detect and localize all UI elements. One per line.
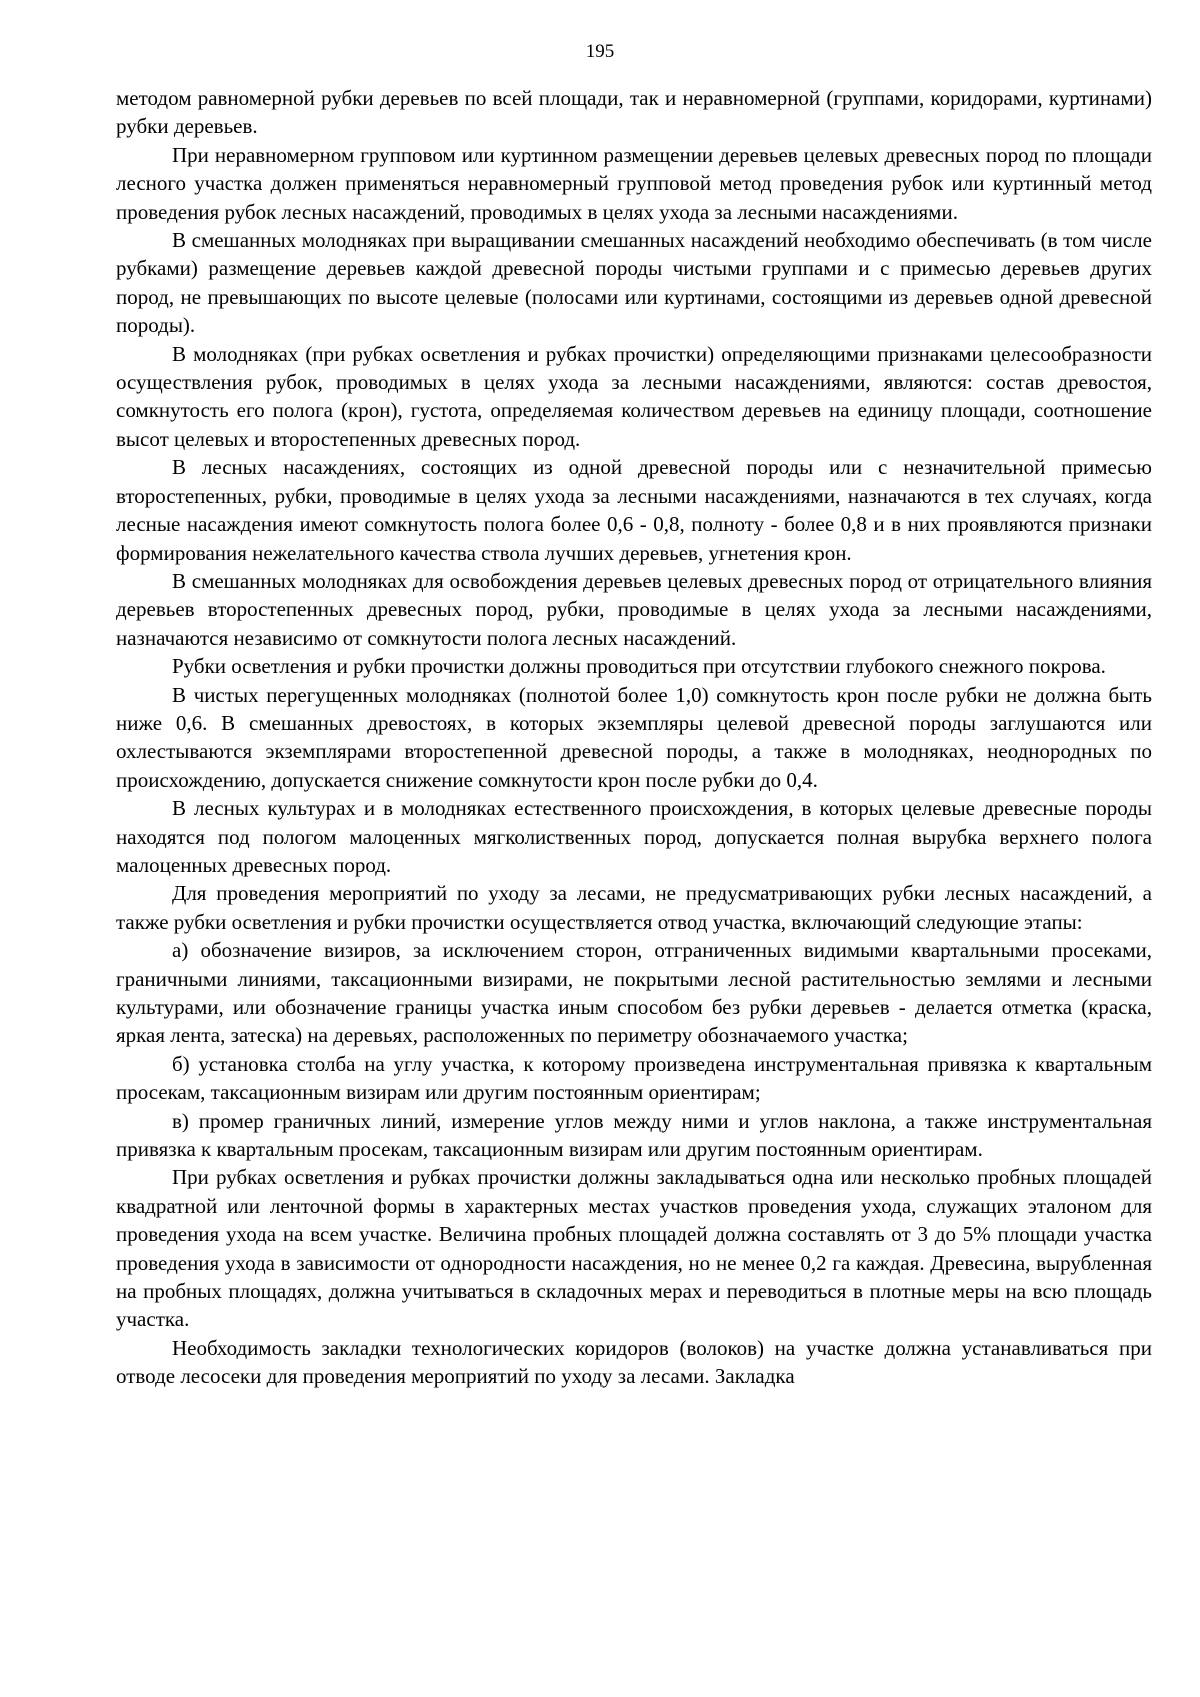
paragraph-mixed-young-stands: В смешанных молодняках при выращивании смешанных насаждений необходимо обеспечивать (в том числе рубками) размещение деревьев каждой древесной породы чистыми группами и с примесью деревьев других пород, не превышающих по высоте целевые (полосами или куртинами, состоящими из деревьев одной древесной породы). [116, 228, 1152, 338]
paragraph-upper-canopy-removal: В лесных культурах и в молодняках естественного происхождения, в которых целевые древесные породы находятся под пологом малоценных мягколиственных пород, допускается полная вырубка верхнего полога малоценных древесных пород. [116, 796, 1152, 877]
paragraph-skid-trails: Необходимость закладки технологических коридоров (волоков) на участке должна устанавливаться при отводе лесосеки для проведения мероприятий по уходу за лесами. Закладка [116, 1335, 1152, 1389]
paragraph-group-felling-method: При неравномерном групповом или куртинном размещении деревьев целевых древесных пород по площади лесного участка должен применяться неравномерный групповой метод проведения рубок или куртинный метод проведения рубок лесных насаждений, проводимых в целях ухода за лесными насаждениями. [116, 142, 1152, 224]
list-item-b: б) установка столба на углу участка, к которому произведена инструментальная привязка к квартальным просекам, таксационным визирам или другим постоянным ориентирам; [116, 1051, 1152, 1105]
document-body [116, 84, 1152, 1391]
list-item-a: а) обозначение визиров, за исключением сторон, отграниченных видимыми квартальными просеками, граничными линиями, таксационными визирами, не покрытыми лесной растительностью землями и лесными культурами, или обозначение границы участка иным способом без рубки деревьев - делается отметка (краска, яркая лента, затеска) на деревьях, расположенных по периметру обозначаемого участка; [116, 938, 1152, 1048]
paragraph-single-species-stands: В лесных насаждениях, состоящих из одной древесной породы или с незначительной примесью второстепенных, рубки, проводимые в целях ухода за лесными насаждениями, назначаются в тех случаях, когда лесные насаждения имеют сомкнутость полога более 0,6 - 0,8, полноту - более 0,8 и в них проявляются признаки формирования нежелательного качества ствола лучших деревьев, угнетения крон. [116, 455, 1152, 565]
paragraph-continuation: методом равномерной рубки деревьев по всей площади, так и неравномерной (группами, коридорами, куртинами) рубки деревьев. [116, 86, 1152, 139]
paragraph-release-target-species: В смешанных молодняках для освобождения деревьев целевых древесных пород от отрицательного влияния деревьев второстепенных древесных пород, рубки, проводимые в целях ухода за лесными насаждениями, назначаются независимо от сомкнутости полога лесных насаждений. [116, 568, 1152, 650]
paragraph-defining-criteria: В молодняках (при рубках осветления и рубках прочистки) определяющими признаками целесообразности осуществления рубок, проводимых в целях ухода за лесными насаждениями, являются: состав древостоя, сомкнутость его полога (крон), густота, определяемая количеством деревьев на единицу площади, соотношение высот целевых и второстепенных древесных пород. [116, 341, 1152, 451]
paragraph-crown-closure: В чистых перегущенных молодняках (полнотой более 1,0) сомкнутость крон после рубки не должна быть ниже 0,6. В смешанных древостоях, в которых экземпляры целевой древесной породы заглушаются или охлестываются экземплярами второстепенной древесной породы, а также в молодняках, неоднородных по происхождению, допускается снижение сомкнутости крон после рубки до 0,4. [116, 682, 1152, 792]
page-number: 195 [585, 41, 615, 62]
paragraph-sample-plots: При рубках осветления и рубках прочистки должны закладываться одна или несколько пробных площадей квадратной или ленточной формы в характерных местах участков проведения ухода, служащих эталоном для проведения ухода на всем участке. Величина пробных площадей должна составлять от 3 до 5% площади участка проведения ухода в зависимости от однородности насаждения, но не менее 0,2 га каждая. Древесина, вырубленная на пробных площадях, должна учитываться в складочных мерах и переводиться в плотные меры на всю площадь участка. [116, 1165, 1152, 1332]
paragraph-site-allocation: Для проведения мероприятий по уходу за лесами, не предусматривающих рубки лесных насаждений, а также рубки осветления и рубки прочистки осуществляется отвод участка, включающий следующие этапы: [116, 881, 1152, 934]
paragraph-snow-cover: Рубки осветления и рубки прочистки должны проводиться при отсутствии глубокого снежного покрова. [172, 654, 1106, 679]
list-item-c: в) промер граничных линий, измерение углов между ними и углов наклона, а также инструментальная привязка к квартальным просекам, таксационным визирам или другим постоянным ориентирам. [116, 1108, 1152, 1162]
